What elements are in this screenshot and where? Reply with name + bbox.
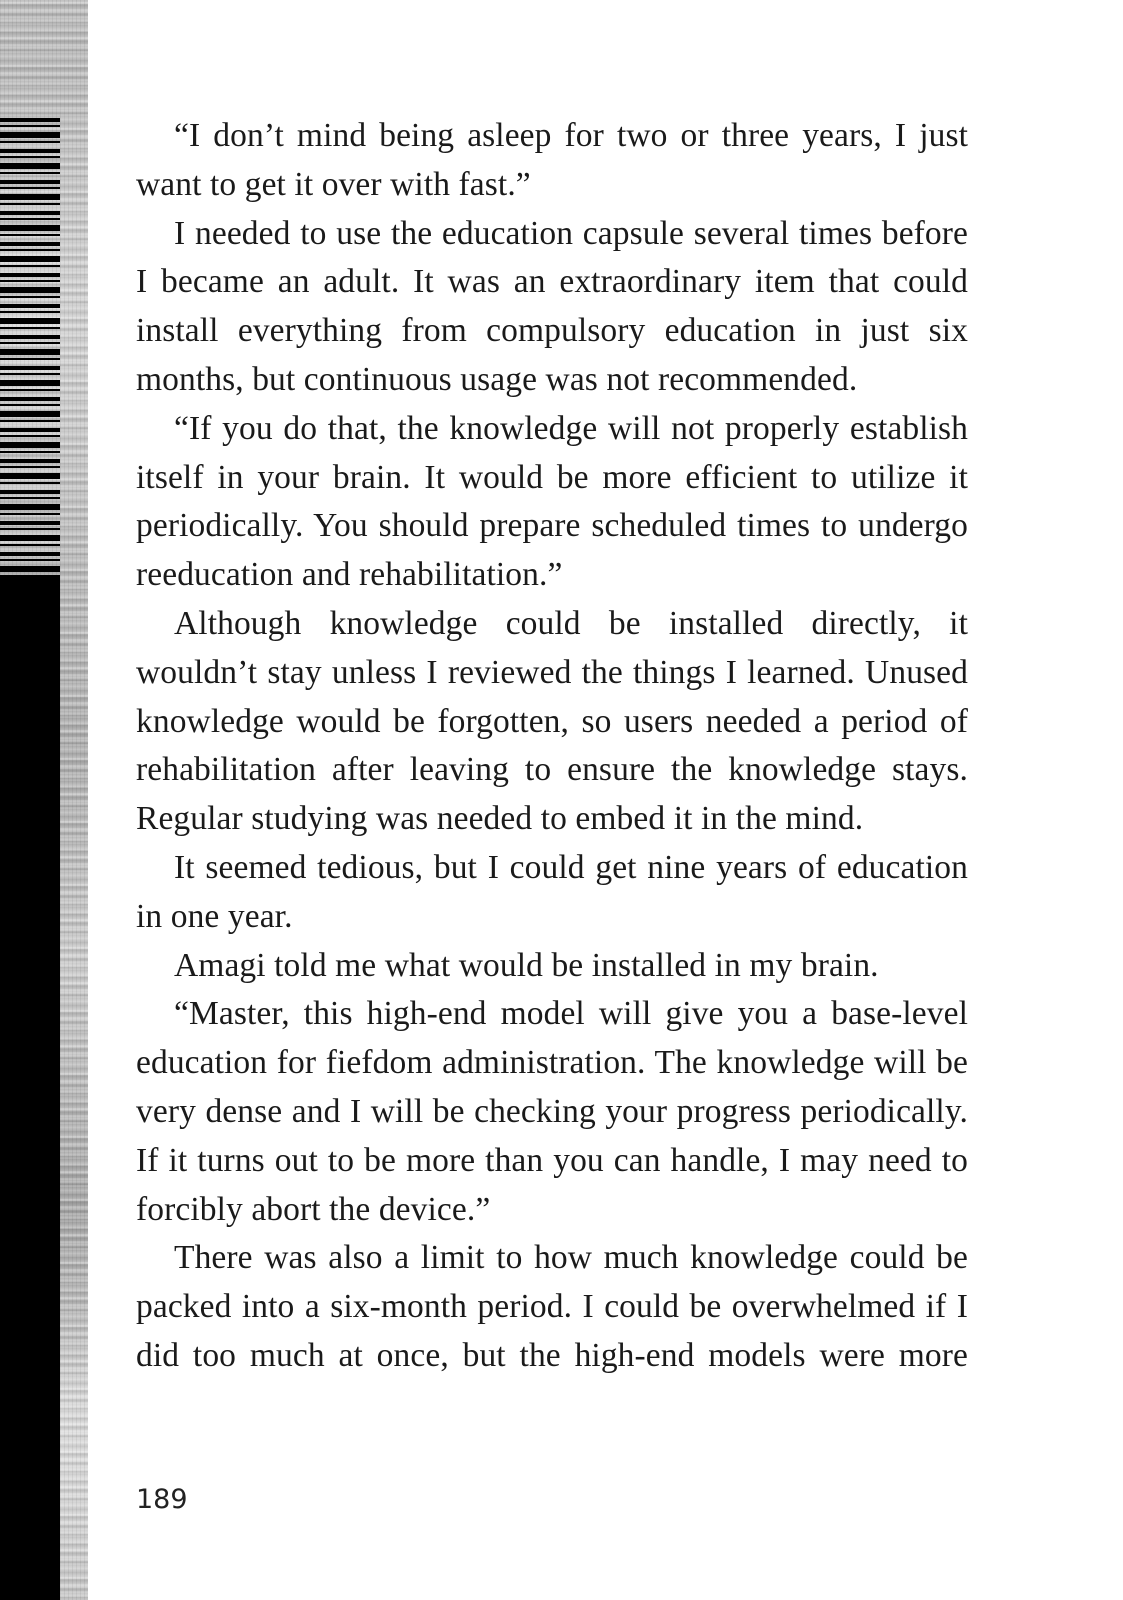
paragraph: “If you do that, the knowledge will not properly establish itself in your brain. It would be more efficient to utilize it periodically. You should prepare scheduled times to undergo reeducation and rehabilitation.” <box>136 409 968 594</box>
paragraph: Amagi told me what would be installed in my brain. <box>174 946 879 984</box>
paragraph: It seemed tedious, but I could get nine years of education in one year. <box>136 848 968 935</box>
paragraph: There was also a limit to how much knowledge could be packed into a six-month period. I could be overwhelmed if I did too much at once, but the high-end models were more <box>136 1239 968 1374</box>
paragraph: I needed to use the education capsule several times before I became an adult. It was an extraordinary item that could install everything from compulsory education in just six months, but continuous usage was not recommended. <box>136 214 968 398</box>
paragraph: Although knowledge could be installed directly, it wouldn’t stay unless I reviewed the things I learned. Unused knowledge would be forgotten, so users needed a period of rehabilitation after leaving to ensure the knowledge stays. Regular studying was needed to embed it in the mind. <box>136 604 968 838</box>
barcode-stripes <box>0 118 60 576</box>
paragraph: “Master, this high-end model will give you a base-level education for fiefdom administration. The knowledge will be very dense and I will be checking your progress periodically. If it turns out to be more than you can handle, I may need to forcibly abort the device.” <box>136 995 968 1228</box>
page-body <box>136 112 968 1381</box>
margin-black-bar <box>0 576 60 1600</box>
page-margin-decoration <box>0 0 88 1600</box>
paragraph: “I don’t mind being asleep for two or three years, I just want to get it over with fast.” <box>136 117 968 203</box>
page-number: 189 <box>136 1484 188 1515</box>
